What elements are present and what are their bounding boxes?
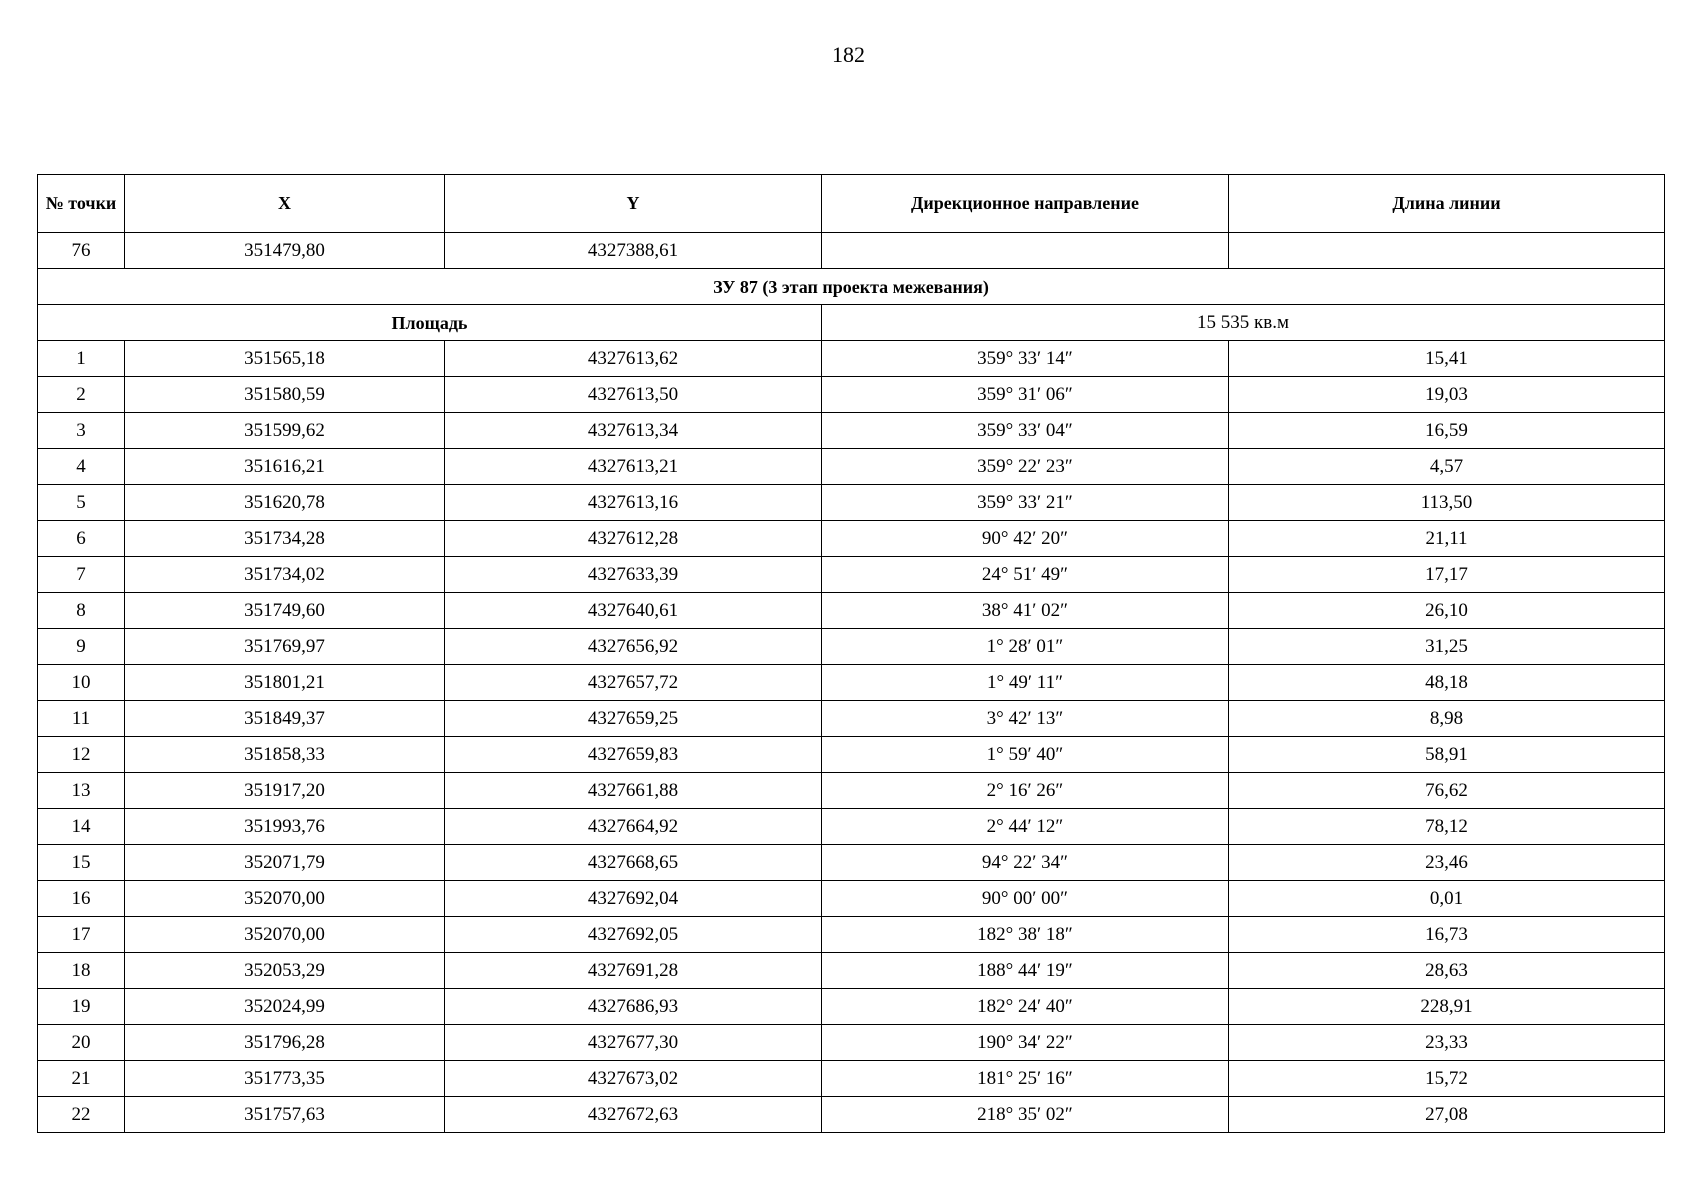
cell-x: 351849,37 <box>125 701 445 737</box>
cell-direction: 2° 16′ 26″ <box>822 773 1229 809</box>
page-number: 182 <box>832 42 865 67</box>
cell-direction: 1° 59′ 40″ <box>822 737 1229 773</box>
cell-direction <box>822 233 1229 269</box>
cell-length: 15,41 <box>1229 341 1665 377</box>
cell-length: 23,33 <box>1229 1025 1665 1061</box>
cell-point-number: 7 <box>38 557 125 593</box>
cell-y: 4327659,83 <box>445 737 822 773</box>
cell-y: 4327640,61 <box>445 593 822 629</box>
table-row <box>38 701 1665 737</box>
table-row <box>38 629 1665 665</box>
cell-x: 352071,79 <box>125 845 445 881</box>
cell-length: 228,91 <box>1229 989 1665 1025</box>
cell-y: 4327613,50 <box>445 377 822 413</box>
cell-direction: 188° 44′ 19″ <box>822 953 1229 989</box>
cell-direction: 90° 42′ 20″ <box>822 521 1229 557</box>
cell-y: 4327673,02 <box>445 1061 822 1097</box>
table-row <box>38 809 1665 845</box>
table-header <box>38 175 1665 233</box>
cell-x: 351749,60 <box>125 593 445 629</box>
cell-y: 4327691,28 <box>445 953 822 989</box>
cell-length: 113,50 <box>1229 485 1665 521</box>
cell-y: 4327613,16 <box>445 485 822 521</box>
cell-y: 4327664,92 <box>445 809 822 845</box>
area-value: 15 535 кв.м <box>822 305 1665 341</box>
cell-length: 48,18 <box>1229 665 1665 701</box>
table-row <box>38 1097 1665 1133</box>
cell-length: 76,62 <box>1229 773 1665 809</box>
table-row <box>38 341 1665 377</box>
cell-y: 4327672,63 <box>445 1097 822 1133</box>
cell-direction: 359° 33′ 14″ <box>822 341 1229 377</box>
cell-point-number: 16 <box>38 881 125 917</box>
table-row <box>38 413 1665 449</box>
cell-x: 351734,02 <box>125 557 445 593</box>
header-row <box>38 175 1665 233</box>
table-row <box>38 233 1665 269</box>
cell-y: 4327612,28 <box>445 521 822 557</box>
cell-direction: 3° 42′ 13″ <box>822 701 1229 737</box>
cell-length: 0,01 <box>1229 881 1665 917</box>
cell-direction: 2° 44′ 12″ <box>822 809 1229 845</box>
area-label: Площадь <box>38 305 822 341</box>
cell-direction: 190° 34′ 22″ <box>822 1025 1229 1061</box>
table-row <box>38 773 1665 809</box>
cell-direction: 359° 22′ 23″ <box>822 449 1229 485</box>
cell-x: 352070,00 <box>125 917 445 953</box>
cell-length: 15,72 <box>1229 1061 1665 1097</box>
cell-direction: 1° 49′ 11″ <box>822 665 1229 701</box>
cell-point-number: 3 <box>38 413 125 449</box>
cell-y: 4327613,34 <box>445 413 822 449</box>
table-row <box>38 485 1665 521</box>
cell-direction: 359° 31′ 06″ <box>822 377 1229 413</box>
area-row <box>38 305 1665 341</box>
cell-length: 28,63 <box>1229 953 1665 989</box>
cell-y: 4327668,65 <box>445 845 822 881</box>
cell-y: 4327613,62 <box>445 341 822 377</box>
table-row <box>38 521 1665 557</box>
table-row <box>38 665 1665 701</box>
cell-direction: 181° 25′ 16″ <box>822 1061 1229 1097</box>
cell-point-number: 8 <box>38 593 125 629</box>
cell-point-number: 12 <box>38 737 125 773</box>
cell-length: 23,46 <box>1229 845 1665 881</box>
cell-direction: 218° 35′ 02″ <box>822 1097 1229 1133</box>
cell-length: 8,98 <box>1229 701 1665 737</box>
cell-direction: 182° 24′ 40″ <box>822 989 1229 1025</box>
cell-y: 4327692,04 <box>445 881 822 917</box>
cell-x: 351801,21 <box>125 665 445 701</box>
cell-length: 16,59 <box>1229 413 1665 449</box>
cell-x: 352053,29 <box>125 953 445 989</box>
cell-y: 4327633,39 <box>445 557 822 593</box>
cell-x: 352070,00 <box>125 881 445 917</box>
cell-x: 351773,35 <box>125 1061 445 1097</box>
header-length: Длина линии <box>1229 175 1665 233</box>
cell-length <box>1229 233 1665 269</box>
cell-length: 78,12 <box>1229 809 1665 845</box>
cell-x: 351580,59 <box>125 377 445 413</box>
cell-y: 4327613,21 <box>445 449 822 485</box>
cell-direction: 359° 33′ 04″ <box>822 413 1229 449</box>
table-row <box>38 557 1665 593</box>
table-row <box>38 1025 1665 1061</box>
cell-x: 351796,28 <box>125 1025 445 1061</box>
cell-point-number: 19 <box>38 989 125 1025</box>
cell-y: 4327692,05 <box>445 917 822 953</box>
cell-point-number: 13 <box>38 773 125 809</box>
header-point-number: № точки <box>38 175 125 233</box>
section-title-row <box>38 269 1665 305</box>
coordinates-table <box>37 174 1665 1133</box>
cell-y: 4327656,92 <box>445 629 822 665</box>
cell-direction: 94° 22′ 34″ <box>822 845 1229 881</box>
cell-x: 351858,33 <box>125 737 445 773</box>
cell-length: 27,08 <box>1229 1097 1665 1133</box>
cell-point-number: 4 <box>38 449 125 485</box>
cell-length: 21,11 <box>1229 521 1665 557</box>
cell-point-number: 22 <box>38 1097 125 1133</box>
cell-direction: 90° 00′ 00″ <box>822 881 1229 917</box>
section-title: ЗУ 87 (3 этап проекта межевания) <box>38 269 1665 305</box>
cell-y: 4327661,88 <box>445 773 822 809</box>
cell-y: 4327388,61 <box>445 233 822 269</box>
cell-x: 351769,97 <box>125 629 445 665</box>
cell-y: 4327677,30 <box>445 1025 822 1061</box>
cell-x: 351616,21 <box>125 449 445 485</box>
cell-length: 58,91 <box>1229 737 1665 773</box>
table-row <box>38 1061 1665 1097</box>
header-direction: Дирекционное направление <box>822 175 1229 233</box>
cell-direction: 182° 38′ 18″ <box>822 917 1229 953</box>
table-row <box>38 953 1665 989</box>
cell-x: 351620,78 <box>125 485 445 521</box>
cell-x: 351917,20 <box>125 773 445 809</box>
cell-length: 26,10 <box>1229 593 1665 629</box>
cell-length: 16,73 <box>1229 917 1665 953</box>
cell-point-number: 21 <box>38 1061 125 1097</box>
table-row <box>38 989 1665 1025</box>
cell-y: 4327659,25 <box>445 701 822 737</box>
table-body <box>38 233 1665 1133</box>
cell-length: 19,03 <box>1229 377 1665 413</box>
cell-direction: 359° 33′ 21″ <box>822 485 1229 521</box>
cell-point-number: 11 <box>38 701 125 737</box>
table-row <box>38 377 1665 413</box>
cell-x: 351565,18 <box>125 341 445 377</box>
cell-point-number: 15 <box>38 845 125 881</box>
table-row <box>38 737 1665 773</box>
table-row <box>38 845 1665 881</box>
table-row <box>38 881 1665 917</box>
cell-point-number: 14 <box>38 809 125 845</box>
cell-x: 351479,80 <box>125 233 445 269</box>
header-x: X <box>125 175 445 233</box>
cell-y: 4327686,93 <box>445 989 822 1025</box>
cell-point-number: 10 <box>38 665 125 701</box>
cell-length: 31,25 <box>1229 629 1665 665</box>
cell-direction: 38° 41′ 02″ <box>822 593 1229 629</box>
cell-point-number: 6 <box>38 521 125 557</box>
cell-x: 351734,28 <box>125 521 445 557</box>
cell-point-number: 1 <box>38 341 125 377</box>
cell-x: 351757,63 <box>125 1097 445 1133</box>
table-row <box>38 917 1665 953</box>
cell-point-number: 5 <box>38 485 125 521</box>
cell-point-number: 17 <box>38 917 125 953</box>
cell-point-number: 76 <box>38 233 125 269</box>
table-row <box>38 593 1665 629</box>
cell-x: 352024,99 <box>125 989 445 1025</box>
cell-length: 17,17 <box>1229 557 1665 593</box>
cell-x: 351599,62 <box>125 413 445 449</box>
cell-point-number: 20 <box>38 1025 125 1061</box>
cell-length: 4,57 <box>1229 449 1665 485</box>
cell-direction: 1° 28′ 01″ <box>822 629 1229 665</box>
cell-x: 351993,76 <box>125 809 445 845</box>
header-y: Y <box>445 175 822 233</box>
table-row <box>38 449 1665 485</box>
cell-point-number: 9 <box>38 629 125 665</box>
cell-direction: 24° 51′ 49″ <box>822 557 1229 593</box>
cell-point-number: 2 <box>38 377 125 413</box>
cell-point-number: 18 <box>38 953 125 989</box>
cell-y: 4327657,72 <box>445 665 822 701</box>
